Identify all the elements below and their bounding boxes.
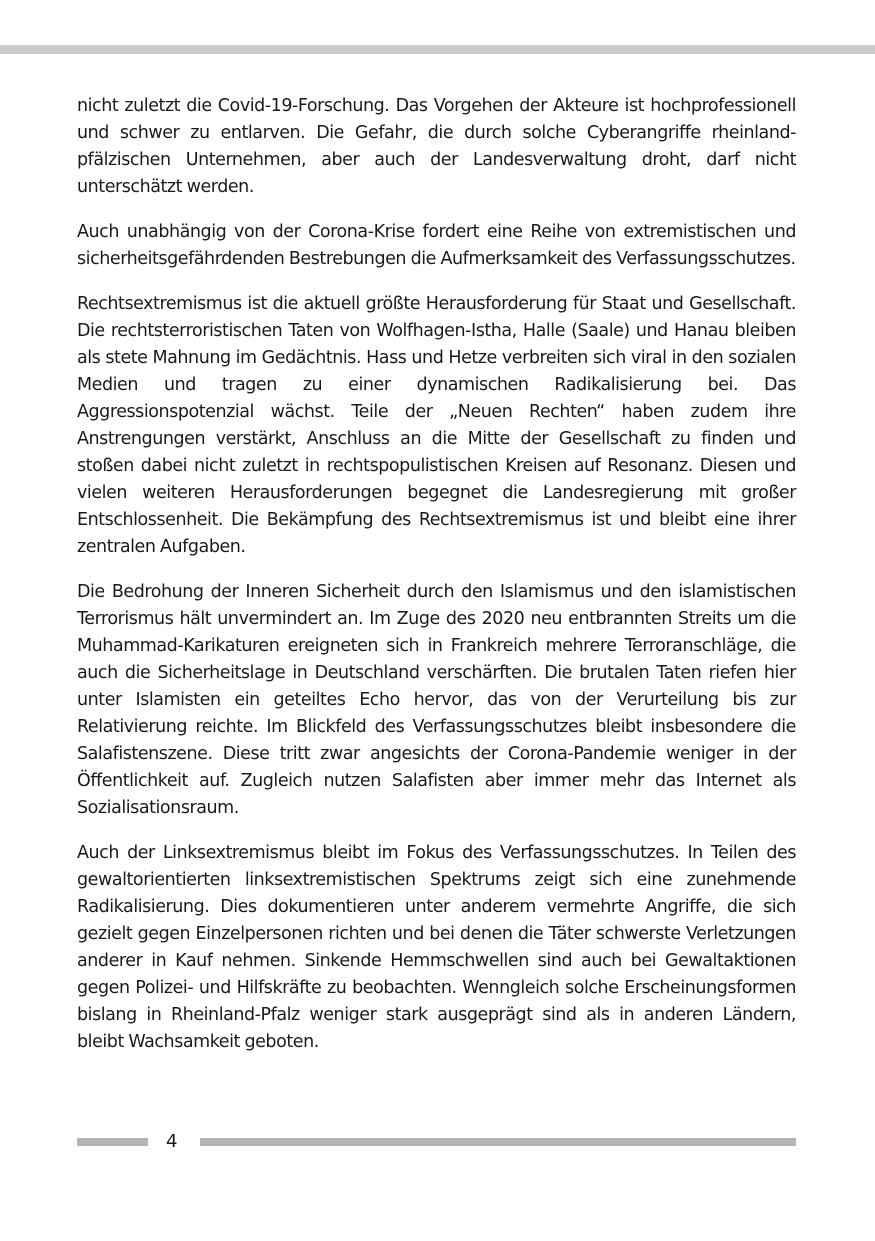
paragraph-right-wing-extremism: Rechtsextremismus ist die aktuell größte Herausforderung für Staat und Gesellschaft. Die rechtsterroristischen Taten von Wolfhagen-Istha, Halle (Saale) und Hanau bleiben als stete Mahnung im Gedächtnis. Hass und Hetze verbreiten sich viral in den sozialen Medien und tragen zu einer dynamischen Radikalisierung bei. Das Aggressionspotenzial wächst. Teile der „Neuen Rechten“ haben zudem ihre Anstrengungen verstärkt, Anschluss an die Mitte der Gesellschaft zu finden und stoßen dabei nicht zuletzt in rechtspopulistischen Kreisen auf Resonanz. Diesen und vielen weiteren Herausforderungen begegnet die Landesregierung mit großer Entschlossenheit. Die Bekämpfung des Rechtsextremismus ist und bleibt eine ihrer zentralen Aufgaben. bbox=[77, 294, 796, 557]
page-footer bbox=[77, 1128, 796, 1156]
paragraph-left-wing-extremism: Auch der Linksextremismus bleibt im Fokus des Verfassungsschutzes. In Teilen des gewaltorientierten linksextremistischen Spektrums zeigt sich eine zunehmende Radikalisierung. Dies dokumentieren unter anderem vermehrte Angriffe, die sich gezielt gegen Einzelpersonen richten und bei denen die Täter schwerste Verletzungen anderer in Kauf nehmen. Sinkende Hemmschwellen sind auch bei Gewaltaktionen gegen Polizei- und Hilfskräfte zu beobachten. Wenngleich solche Erscheinungsformen bislang in Rheinland-Pfalz weniger stark ausgeprägt sind als in anderen Ländern, bleibt Wachsamkeit geboten. bbox=[77, 843, 796, 1052]
document-body bbox=[77, 93, 796, 1074]
page-number: 4 bbox=[166, 1131, 178, 1152]
paragraph-cyber-threats: nicht zuletzt die Covid-19-Forschung. Das Vorgehen der Akteure ist hochprofessionell und schwer zu entlarven. Die Gefahr, die durch solche Cyberangriffe rheinland-pfälzischen Unternehmen, aber auch der Landesverwaltung droht, darf nicht unterschätzt werden. bbox=[77, 96, 796, 197]
footer-left-bar bbox=[77, 1138, 148, 1146]
footer-right-bar bbox=[200, 1138, 796, 1146]
paragraph-extremist-efforts: Auch unabhängig von der Corona-Krise fordert eine Reihe von extremistischen und sicherheitsgefährdenden Bestrebungen die Aufmerksamkeit des Verfassungsschutzes. bbox=[77, 222, 796, 269]
top-header-rule bbox=[0, 45, 875, 54]
paragraph-islamism: Die Bedrohung der Inneren Sicherheit durch den Islamismus und den islamistischen Terrorismus hält unvermindert an. Im Zuge des 2020 neu entbrannten Streits um die Muhammad-Karikaturen ereigneten sich in Frankreich mehrere Terroranschläge, die auch die Sicherheitslage in Deutschland verschärften. Die brutalen Taten riefen hier unter Islamisten ein geteiltes Echo hervor, das von der Verurteilung bis zur Relativierung reichte. Im Blickfeld des Verfassungsschutzes bleibt insbesondere die Salafistenszene. Diese tritt zwar angesichts der Corona-Pandemie weniger in der Öffentlichkeit auf. Zugleich nutzen Salafisten aber immer mehr das Internet als Sozialisationsraum. bbox=[77, 582, 796, 818]
